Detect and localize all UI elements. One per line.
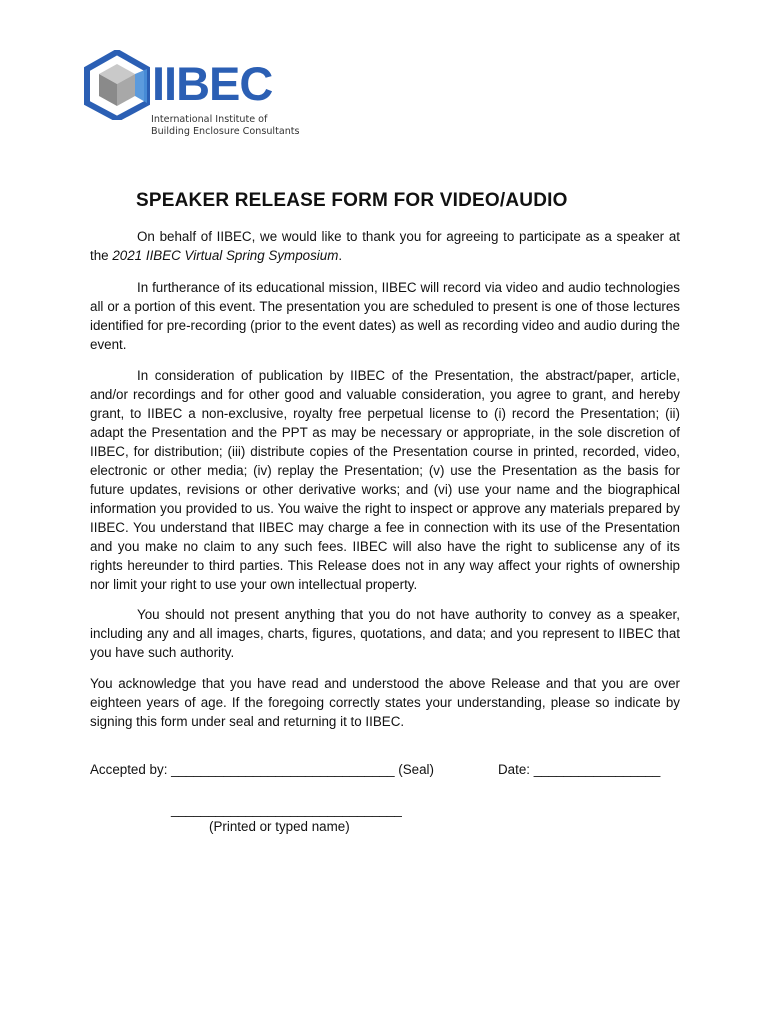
document-title: SPEAKER RELEASE FORM FOR VIDEO/AUDIO <box>136 190 568 211</box>
paragraph-authority: You should not present anything that you do not have authority to convey as a speaker, including any and all images, charts, figures, quotations, and data; and you represent to IIBEC that you have such authority. <box>90 607 680 660</box>
printed-name-label: (Printed or typed name) <box>209 819 350 834</box>
event-name: 2021 IIBEC Virtual Spring Symposium <box>112 248 339 263</box>
logo-wordmark: IIBEC <box>152 57 273 110</box>
paragraph-thanks <box>90 227 680 265</box>
cube-logo-icon <box>84 50 150 120</box>
paragraph-recording: In furtherance of its educational mission, IIBEC will record via video and audio technologies all or a portion of this event. The presentation you are scheduled to present is one of those lectures identified for pre-recording (prior to the event dates) as well as recording video and audio during the event. <box>90 280 680 352</box>
accepted-by-signature-field[interactable]: Accepted by: ______________________________ (Seal) <box>90 762 434 777</box>
iibec-logo <box>84 50 300 140</box>
printed-name-field[interactable]: _______________________________ <box>171 802 402 817</box>
paragraph-thanks-text: On behalf of IIBEC, we would like to thank you for agreeing to participate as a speaker at the <box>90 229 680 263</box>
logo-subtitle-line1: International Institute of <box>151 114 268 125</box>
date-field[interactable]: Date: _________________ <box>498 762 661 777</box>
paragraph-acknowledgement: You acknowledge that you have read and understood the above Release and that you are over eighteen years of age. If the foregoing correctly states your understanding, please so indicate by signing this form under seal and returning it to IIBEC. <box>90 676 680 729</box>
paragraph-license: In consideration of publication by IIBEC of the Presentation, the abstract/paper, article, and/or recordings and for other good and valuable consideration, you agree to grant, and hereby grant, to IIBEC a non-exclusive, royalty free perpetual license to (i) record the Presentation; (ii) adapt the Presentation and the PPT as may be necessary or appropriate, in the sole discretion of IIBEC, for distribution; (iii) distribute copies of the Presentation course in printed, recorded, video, electronic or other media; (iv) replay the Presentation; (v) use the Presentation as the basis for future updates, revisions or other derivative works; and (vi) use your name and the biographical information you provided to us. You waive the right to inspect or approve any materials prepared by IIBEC. You understand that IIBEC may charge a fee in connection with its use of the Presentation and you make no claim to any such fees. IIBEC will also have the right to sublicense any of its rights hereunder to third parties. This Release does not in any way affect your rights of ownership nor limit your right to use your own intellectual property. <box>90 368 680 592</box>
paragraph-thanks-end: . <box>338 248 343 263</box>
logo-subtitle-line2: Building Enclosure Consultants <box>151 126 300 137</box>
